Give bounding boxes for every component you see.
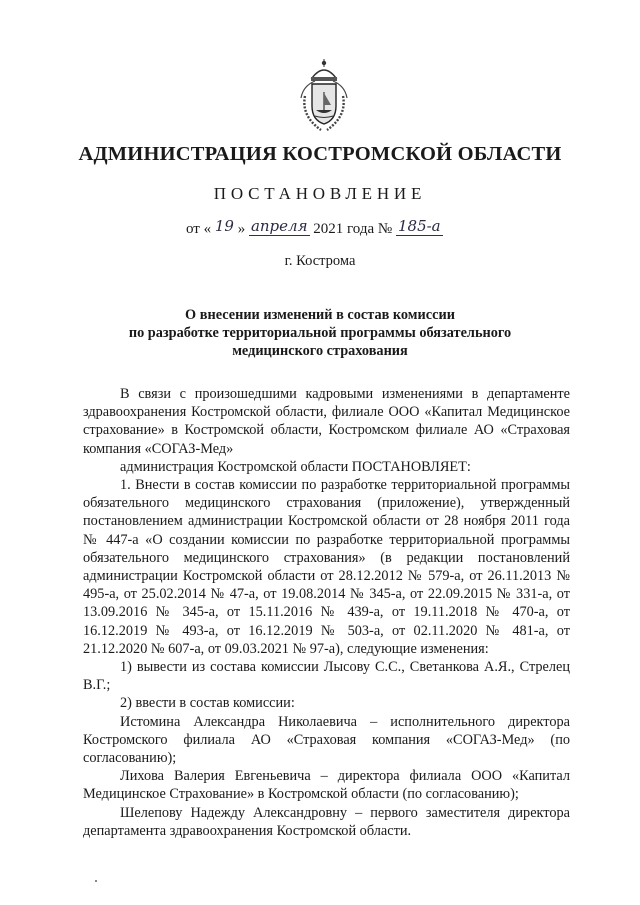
date-year: 2021 года (313, 221, 375, 237)
scan-speck (95, 880, 97, 882)
document-number: 185-а (397, 217, 441, 235)
paragraph-member-likhov: Лихова Валерия Евгеньевича – директора филиала ООО «Капитал Медицинское Страхование» в Костромской области (по согласованию); (83, 768, 570, 803)
date-mid: » (237, 221, 246, 237)
date-day: 19 (214, 217, 234, 235)
document-title (0, 306, 640, 360)
organization-name: АДМИНИСТРАЦИЯ КОСТРОМСКОЙ ОБЛАСТИ (78, 143, 562, 165)
paragraph-resolves: администрация Костромской области ПОСТАНОВЛЯЕТ: (120, 458, 471, 475)
document-type: ПОСТАНОВЛЕНИЕ (213, 184, 427, 203)
document-body (83, 385, 570, 840)
paragraph-item-1: 1. Внести в состав комиссии по разработке территориальной программы обязательного медицинского страхования (приложение), утвержденный постановлением администрации Костромской области от 28 ноября 2011 года № 447-а «О создании комиссии по разработке территориальной программы обязательного медицинского страхования» (в редакции постановлений администрации Костромской области от 28.12.2012 № 579-а, от 26.11.2013 № 495-а, от 25.02.2014 № 47-а, от 19.08.2014 № 345-а, от 22.09.2015 № 331-а, от 13.09.2016 № 345-а, от 15.11.2016 № 439-а, от 19.11.2018 № 470-а, от 16.12.2019 № 493-а, от 16.12.2019 № 503-а, от 02.11.2020 № 481-а, от 21.12.2020 № 607-а, от 09.03.2021 № 97-а), следующие изменения: (83, 477, 570, 657)
number-sign: № (377, 221, 393, 237)
title-line: медицинского страхования (232, 343, 408, 359)
paragraph-preamble: В связи с произошедшими кадровыми изменениями в департаменте здравоохранения Костромской области, филиале ООО «Капитал Медицинское страхование» в Костромской области, Костромском филиале АО «Страховая компания «СОГАЗ-Мед» (83, 386, 570, 457)
paragraph-member-shelepova: Шелепову Надежду Александровну – первого заместителя директора департамента здравоохранения Костромской области. (83, 804, 570, 839)
paragraph-subitem-2: 2) ввести в состав комиссии: (120, 695, 295, 712)
title-line: по разработке территориальной программы обязательного (128, 325, 512, 341)
date-number-line (186, 219, 443, 238)
title-line: О внесении изменений в состав комиссии (185, 307, 455, 323)
date-month: апреля (250, 217, 308, 235)
city: г. Кострома (284, 253, 356, 269)
date-prefix: от « (186, 221, 212, 237)
paragraph-subitem-1: 1) вывести из состава комиссии Лысову С.С., Светанкова А.Я., Стрелец В.Г.; (83, 659, 570, 694)
paragraph-member-istomin: Истомина Александра Николаевича – исполнительного директора Костромского филиала АО «Страховая компания «СОГАЗ-Мед» (по согласованию); (83, 713, 570, 767)
coat-of-arms-icon (295, 58, 353, 136)
